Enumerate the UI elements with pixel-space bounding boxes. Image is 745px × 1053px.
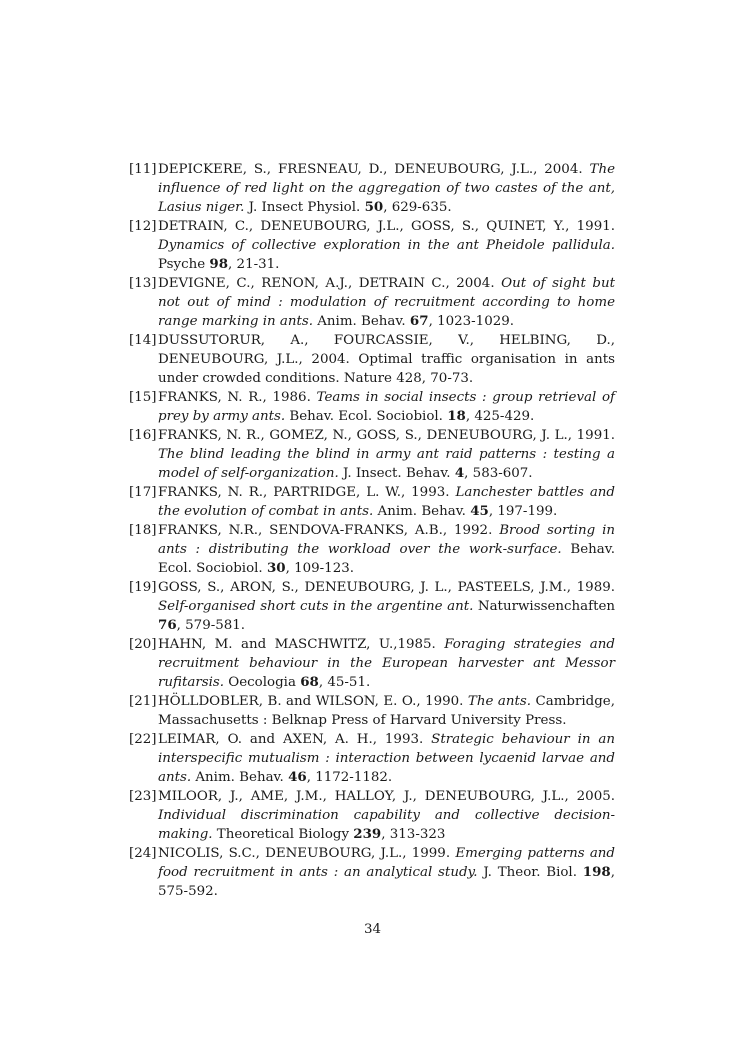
reference-title: The ants. [467,694,531,709]
reference-title: Dynamics of collective exploration in the ant Pheidole pallidula. [158,238,615,253]
reference-pages: , 21-31. [228,257,280,272]
reference-text [158,730,615,787]
reference-text [158,388,615,426]
reference-number: [11] [129,162,157,177]
reference-journal: Naturwissenchaften [477,599,615,614]
reference-text [158,426,615,483]
reference-authors: GOSS, S., ARON, S., DENEUBOURG, J. L., PASTEELS, J.M., 1989. [158,580,615,595]
reference-title: Self-organised short cuts in the argentine ant. [158,599,474,614]
page-number: 34 [363,922,382,937]
reference-item [129,388,615,426]
reference-authors: FRANKS, N. R., PARTRIDGE, L. W., 1993. [158,485,450,500]
reference-pages: , 629-635. [383,200,452,215]
reference-number: [20] [129,637,157,652]
reference-journal: J. Insect Physiol. [248,200,361,215]
reference-title: Teams in social insects : group retrieval of prey by army ants. [158,390,615,424]
reference-text [158,692,615,730]
reference-item [129,521,615,578]
reference-title: Out of sight but not out of mind : modulation of recruitment according to home range marking in ants. [158,276,615,329]
reference-volume: 46 [288,769,307,785]
reference-volume: 67 [409,313,429,329]
reference-journal: Oecologia [228,675,296,690]
reference-pages: , 583-607. [464,466,533,481]
reference-text [158,635,615,692]
reference-journal: Psyche [158,257,206,272]
reference-number: [23] [129,789,157,804]
reference-item [129,160,615,217]
reference-journal: Anim. Behav. [317,314,406,329]
reference-title: The blind leading the blind in army ant raid patterns : testing a model of self-organization. [158,447,615,481]
reference-authors: MILOOR, J., AME, J.M., HALLOY, J., DENEUBOURG, J.L., 2005. [158,789,615,804]
reference-pages: , 425-429. [465,409,535,424]
reference-text [158,217,615,274]
reference-journal: Behav. Ecol. Sociobiol. [289,409,443,424]
reference-authors: DUSSUTORUR, A., FOURCASSIE, V., HELBING, D., DENEUBOURG, J.L., 2004. Optimal traffic organisation in ants under crowded conditions. Nature 428, 70-73. [158,333,615,386]
reference-pages: , 197-199. [488,504,558,519]
reference-title: Foraging strategies and recruitment behaviour in the European harvester ant Messor rufitarsis. [158,637,615,690]
reference-text [158,787,615,844]
reference-number: [22] [129,732,157,747]
reference-text [158,160,615,217]
reference-text [158,331,615,388]
reference-item [129,331,615,388]
reference-number: [21] [129,694,157,709]
reference-authors: DETRAIN, C., DENEUBOURG, J.L., GOSS, S., QUINET, Y., 1991. [158,219,615,234]
reference-item [129,635,615,692]
reference-item [129,787,615,844]
reference-item [129,483,615,521]
reference-item [129,730,615,787]
reference-title: Strategic behaviour in an interspecific mutualism : interaction between lycaenid larvae and ants. [158,732,615,785]
reference-journal: Cambridge, Massachusetts : Belknap Press of Harvard University Press. [158,694,615,728]
reference-number: [17] [129,485,157,500]
reference-title: Lanchester battles and the evolution of combat in ants. [158,485,616,519]
reference-pages: , 1023-1029. [428,314,515,329]
reference-item [129,844,615,901]
reference-number: [19] [129,580,157,595]
reference-volume: 198 [582,864,611,880]
reference-pages: , 109-123. [285,561,354,576]
reference-text [158,521,615,578]
reference-journal: Anim. Behav. [377,504,466,519]
reference-text [158,578,615,635]
reference-title: The influence of red light on the aggregation of two castes of the ant, Lasius niger. [158,162,615,215]
reference-journal: Behav. Ecol. Sociobiol. [158,542,615,576]
reference-volume: 68 [300,674,319,690]
reference-authors: LEIMAR, O. and AXEN, A. H., 1993. [158,732,424,747]
reference-item [129,426,615,483]
reference-authors: FRANKS, N.R., SENDOVA-FRANKS, A.B., 1992. [158,523,493,538]
reference-volume: 50 [364,199,384,215]
reference-volume: 45 [470,503,489,519]
reference-item [129,217,615,274]
reference-volume: 239 [353,826,382,842]
reference-authors: FRANKS, N. R., 1986. [158,390,311,405]
reference-title: Brood sorting in ants : distributing the workload over the work-surface. [158,523,615,557]
reference-journal: J. Theor. Biol. [483,865,577,880]
reference-number: [14] [129,333,157,348]
reference-volume: 98 [209,256,229,272]
reference-journal: J. Insect. Behav. [343,466,451,481]
reference-volume: 4 [454,465,465,481]
reference-number: [16] [129,428,157,443]
reference-list [129,160,615,901]
reference-authors: DEVIGNE, C., RENON, A.J., DETRAIN C., 2004. [158,276,495,291]
reference-authors: NICOLIS, S.C., DENEUBOURG, J.L., 1999. [158,846,451,861]
reference-title: Individual discrimination capability and collective decision-making. [158,808,615,842]
reference-text [158,274,615,331]
reference-number: [13] [129,276,157,291]
reference-item [129,274,615,331]
reference-pages: , 313-323 [381,827,446,842]
reference-item [129,692,615,730]
reference-pages: , 1172-1182. [306,770,393,785]
reference-number: [18] [129,523,157,538]
reference-volume: 76 [158,617,177,633]
reference-authors: DEPICKERE, S., FRESNEAU, D., DENEUBOURG, J.L., 2004. [158,162,583,177]
reference-pages: , 45-51. [318,675,371,690]
reference-title: Emerging patterns and food recruitment in ants : an analytical study. [158,846,615,880]
reference-journal: Theoretical Biology [216,827,350,842]
reference-text [158,844,615,901]
reference-journal: Anim. Behav. [195,770,284,785]
reference-authors: FRANKS, N. R., GOMEZ, N., GOSS, S., DENEUBOURG, J. L., 1991. [158,428,615,443]
reference-pages: , 575-592. [158,865,615,899]
reference-number: [12] [129,219,157,234]
reference-number: [15] [129,390,157,405]
reference-volume: 30 [266,560,286,576]
reference-text [158,483,615,521]
reference-authors: HAHN, M. and MASCHWITZ, U.,1985. [158,637,436,652]
reference-authors: HÖLLDOBLER, B. and WILSON, E. O., 1990. [158,694,464,709]
reference-volume: 18 [447,408,466,424]
reference-number: [24] [129,846,157,861]
reference-item [129,578,615,635]
reference-pages: , 579-581. [176,618,246,633]
